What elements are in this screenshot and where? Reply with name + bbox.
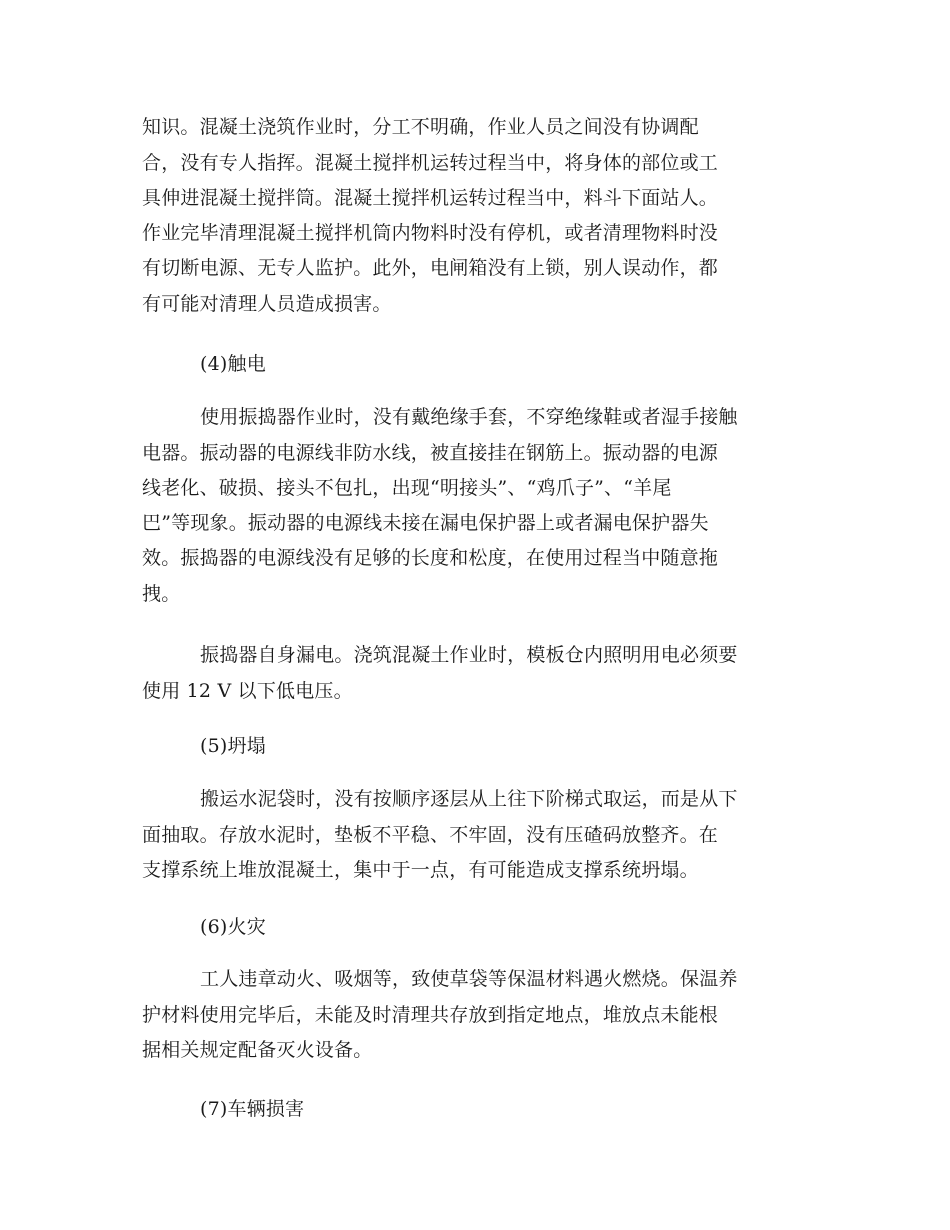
paragraph-line: 具伸进混凝土搅拌筒。混凝土搅拌机运转过程当中，料斗下面站人。 (142, 187, 719, 209)
paragraph-line: 效。振捣器的电源线没有足够的长度和松度，在使用过程当中随意拖 (142, 547, 719, 569)
paragraph-line: 护材料使用完毕后，未能及时清理共存放到指定地点，堆放点未能根 (142, 1004, 719, 1026)
paragraph-line: 线老化、破损、接头不包扎，出现“明接头”、“鸡爪子”、“羊尾 (142, 477, 672, 499)
paragraph-line: 有可能对清理人员造成损害。 (142, 293, 392, 315)
paragraph-line: 有切断电源、无专人监护。此外，电闸箱没有上锁，别人误动作，都 (142, 257, 719, 279)
paragraph-line: 作业完毕清理混凝土搅拌机筒内物料时没有停机，或者清理物料时没 (142, 222, 719, 244)
paragraph-line: 使用 12 V 以下低电压。 (142, 680, 353, 702)
section-heading: (5)坍塌 (200, 735, 266, 757)
paragraph-line: 知识。混凝土浇筑作业时，分工不明确，作业人员之间没有协调配 (142, 116, 699, 138)
paragraph-line: 合，没有专人指挥。混凝土搅拌机运转过程当中，将身体的部位或工 (142, 152, 719, 174)
section-heading: (6)火灾 (200, 916, 266, 938)
paragraph-line: 据相关规定配备灭火设备。 (142, 1039, 373, 1061)
paragraph-line: 电器。振动器的电源线非防水线，被直接挂在钢筋上。振动器的电源 (142, 442, 719, 464)
paragraph-line: 支撑系统上堆放混凝土，集中于一点，有可能造成支撑系统坍塌。 (142, 859, 699, 881)
paragraph-line: 工人违章动火、吸烟等，致使草袋等保温材料遇火燃烧。保温养 (200, 968, 738, 990)
paragraph-line: 巴”等现象。振动器的电源线未接在漏电保护器上或者漏电保护器失 (142, 512, 709, 534)
paragraph-line: 拽。 (142, 583, 181, 605)
paragraph-line: 搬运水泥袋时，没有按顺序逐层从上往下阶梯式取运，而是从下 (200, 788, 738, 810)
section-heading: (4)触电 (200, 353, 266, 375)
paragraph-line: 使用振捣器作业时，没有戴绝缘手套，不穿绝缘鞋或者湿手接触 (200, 406, 738, 428)
section-heading: (7)车辆损害 (200, 1098, 305, 1120)
paragraph-line: 振捣器自身漏电。浇筑混凝土作业时，模板仓内照明用电必须要 (200, 644, 738, 666)
paragraph-line: 面抽取。存放水泥时，垫板不平稳、不牢固，没有压碴码放整齐。在 (142, 824, 719, 846)
